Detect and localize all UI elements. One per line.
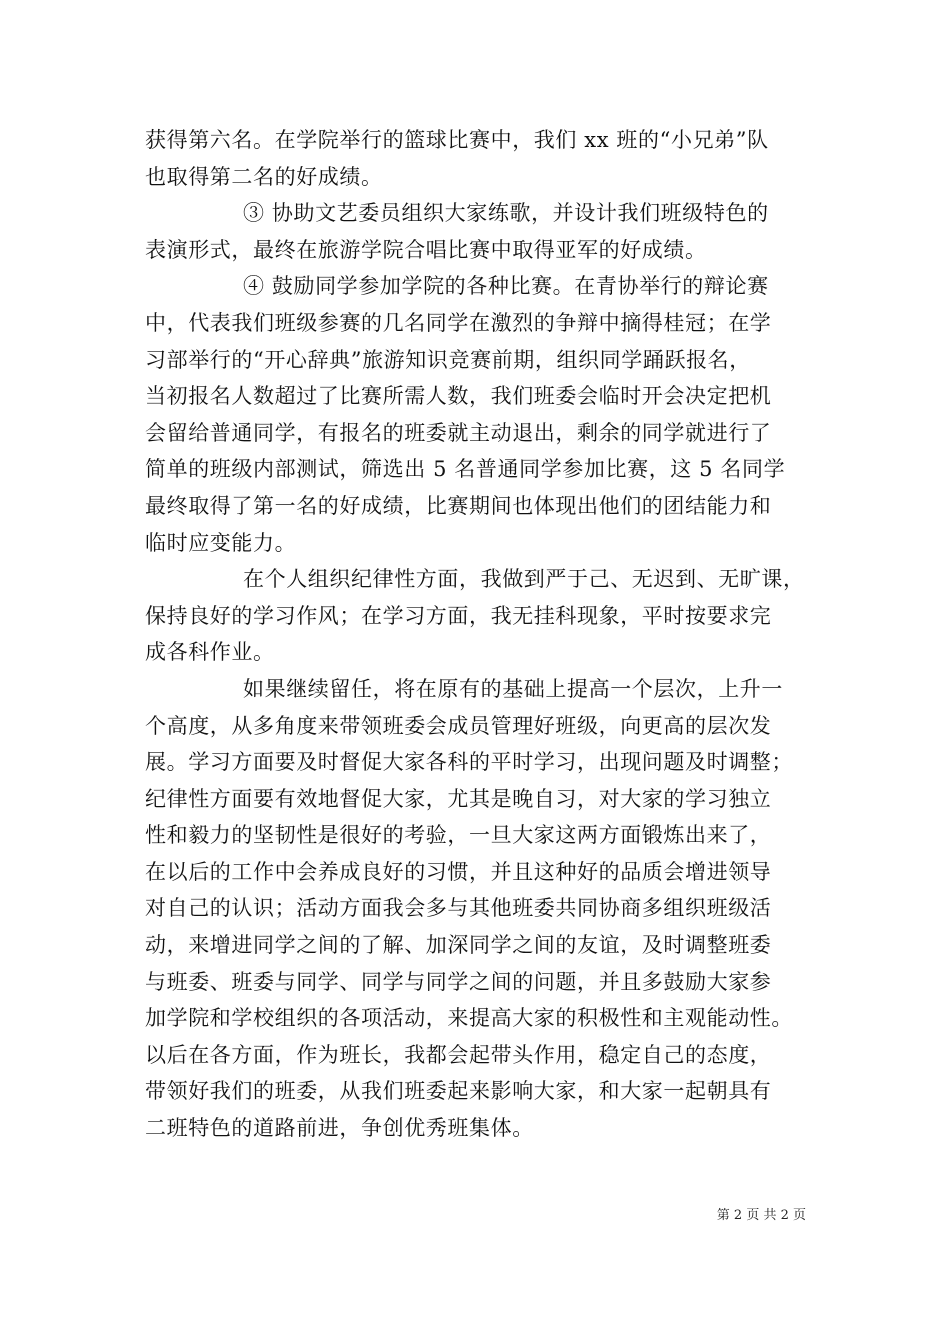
text-line: 对自己的认识；活动方面我会多与其他班委共同协商多组织班级活 xyxy=(145,896,772,921)
text-line: 会留给普通同学，有报名的班委就主动退出，剩余的同学就进行了 xyxy=(145,420,772,445)
text-line: 当初报名人数超过了比赛所需人数，我们班委会临时开会决定把机 xyxy=(145,384,772,409)
text-line: 成各科作业。 xyxy=(145,640,275,665)
text-line: 中，代表我们班级参赛的几名同学在激烈的争辩中摘得桂冠；在学 xyxy=(145,310,772,335)
text-line: 最终取得了第一名的好成绩，比赛期间也体现出他们的团结能力和 xyxy=(145,493,772,518)
text-line: 以后在各方面，作为班长，我都会起带头作用，稳定自己的态度， xyxy=(145,1042,772,1067)
text-line: 简单的班级内部测试，筛选出 5 名普通同学参加比赛，这 5 名同学 xyxy=(145,457,786,482)
text-line: 动，来增进同学之间的了解、加深同学之间的友谊，及时调整班委 xyxy=(145,933,772,958)
text-line: 在个人组织纪律性方面，我做到严于己、无迟到、无旷课， xyxy=(243,567,805,592)
document-body xyxy=(145,122,825,1147)
text-line: 也取得第二名的好成绩。 xyxy=(145,164,383,189)
text-line: ③ 协助文艺委员组织大家练歌，并设计我们班级特色的 xyxy=(243,201,769,226)
text-line: 带领好我们的班委，从我们班委起来影响大家，和大家一起朝具有 xyxy=(145,1079,772,1104)
text-line: ④ 鼓励同学参加学院的各种比赛。在青协举行的辩论赛 xyxy=(243,274,769,299)
page-number-footer: 第 2 页 共 2 页 xyxy=(716,1208,806,1223)
text-line: 在以后的工作中会养成良好的习惯，并且这种好的品质会增进领导 xyxy=(145,859,772,884)
text-line: 保持良好的学习作风；在学习方面，我无挂科现象，平时按要求完 xyxy=(145,603,772,628)
text-line: 个高度，从多角度来带领班委会成员管理好班级，向更高的层次发 xyxy=(145,713,772,738)
text-line: 展。学习方面要及时督促大家各科的平时学习，出现问题及时调整； xyxy=(145,750,793,775)
text-line: 纪律性方面要有效地督促大家，尤其是晚自习，对大家的学习独立 xyxy=(145,786,772,811)
text-line: 加学院和学校组织的各项活动，来提高大家的积极性和主观能动性。 xyxy=(145,1006,793,1031)
text-line: 表演形式，最终在旅游学院合唱比赛中取得亚军的好成绩。 xyxy=(145,237,707,262)
text-line: 如果继续留任，将在原有的基础上提高一个层次，上升一 xyxy=(243,676,783,701)
text-line: 与班委、班委与同学、同学与同学之间的问题，并且多鼓励大家参 xyxy=(145,969,772,994)
text-line: 二班特色的道路前进，争创优秀班集体。 xyxy=(145,1116,534,1141)
text-line: 性和毅力的坚韧性是很好的考验，一旦大家这两方面锻炼出来了， xyxy=(145,823,772,848)
text-line: 习部举行的“开心辞典”旅游知识竞赛前期，组织同学踊跃报名， xyxy=(145,347,751,372)
text-line: 获得第六名。在学院举行的篮球比赛中，我们 xx 班的“小兄弟”队 xyxy=(145,128,769,152)
text-line: 临时应变能力。 xyxy=(145,530,297,555)
